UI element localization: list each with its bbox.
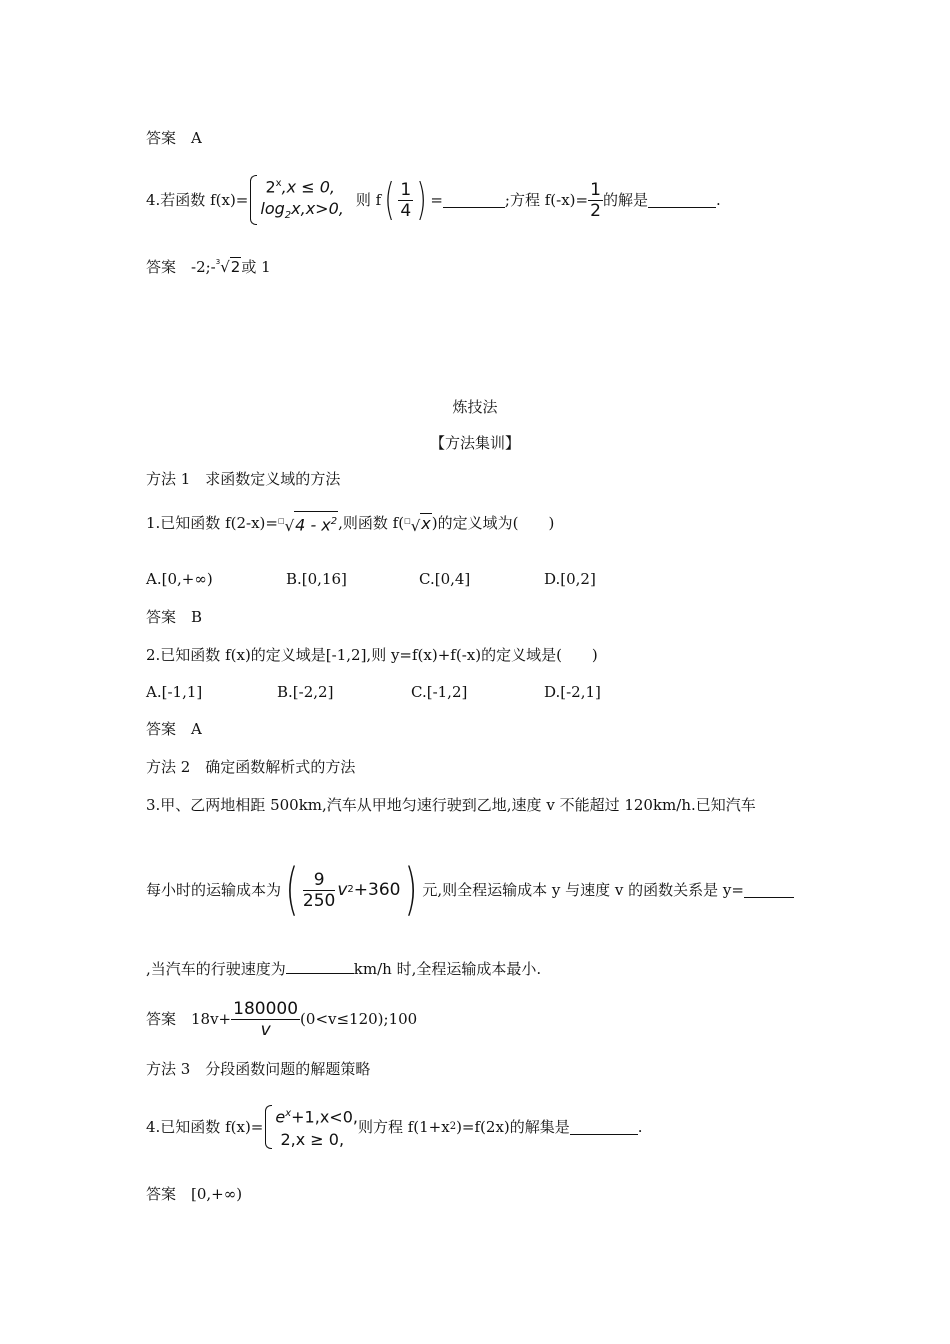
blank-5[interactable] bbox=[570, 1120, 638, 1135]
option-a[interactable]: A.[-1,1] bbox=[146, 683, 203, 701]
answer-q4-bottom: 答案 [0,+∞) bbox=[146, 1185, 243, 1203]
q3-frac: $\frac{9}{250}$ bbox=[302, 869, 336, 911]
method3-question-4: 4.已知函数 f(x)= $e^x+1,x<0$, 2,x ≥ 0, 则方程 f(1+x 2 )=f(2x)的解集是 . bbox=[146, 1100, 643, 1154]
answer-q4-top: 答案 -2;-$^3$√2或 1 bbox=[146, 258, 271, 276]
question-4-top: 4.若函数 f(x)= $2^x,x \le 0$, $\log_2x,x>0$, 则 f ( $\frac{1}{4}$ ) = ;方程 f(-x)= $\frac{1}{2}$ 的解是 . bbox=[146, 170, 721, 230]
method-3-heading: 方法 3 分段函数问题的解题策略 bbox=[146, 1060, 371, 1078]
blank-1[interactable] bbox=[443, 193, 505, 208]
method2-question-3-line1: 3.甲、乙两地相距 500km,汽车从甲地匀速行驶到乙地,速度 v 不能超过 120km/h.已知汽车 bbox=[146, 796, 756, 814]
blank-4[interactable] bbox=[286, 959, 354, 974]
blank-2[interactable] bbox=[648, 193, 716, 208]
method-2-heading: 方法 2 确定函数解析式的方法 bbox=[146, 758, 356, 776]
method2-question-3-line2: 每小时的运输成本为 ( $\frac{9}{250}$ v 2 +360 ) 元,则全程运输成本 y 与速度 v 的函数关系是 y= bbox=[146, 858, 794, 922]
option-b[interactable]: B.[0,16] bbox=[286, 570, 347, 588]
answer-q1: 答案 B bbox=[146, 608, 203, 626]
option-c[interactable]: C.[0,4] bbox=[419, 570, 471, 588]
answer-prev: 答案 A bbox=[146, 129, 202, 147]
method1-question-2: 2.已知函数 f(x)的定义域是[-1,2],则 y=f(x)+f(-x)的定义域是( ) bbox=[146, 646, 598, 664]
method1-question-1: 1.已知函数 f(2-x)= □√ $4 - x^2$ ,则函数 f( □√ x )的定义域为( ) bbox=[146, 505, 554, 541]
q4-piecewise-2: $e^x+1,x<0$, 2,x ≥ 0, bbox=[263, 1103, 358, 1150]
option-d[interactable]: D.[-2,1] bbox=[544, 683, 601, 701]
option-c[interactable]: C.[-1,2] bbox=[411, 683, 468, 701]
q4-frac-quarter: $\frac{1}{4}$ bbox=[400, 179, 412, 221]
blank-3[interactable] bbox=[744, 883, 794, 898]
section-subtitle: 【方法集训】 bbox=[429, 434, 520, 452]
option-b[interactable]: B.[-2,2] bbox=[277, 683, 334, 701]
answer-q2: 答案 A bbox=[146, 720, 202, 738]
section-title: 炼技法 bbox=[452, 398, 498, 416]
option-d[interactable]: D.[0,2] bbox=[544, 570, 596, 588]
q4-frac-half: $\frac{1}{2}$ bbox=[590, 179, 601, 221]
radical-icon: □√ bbox=[277, 516, 295, 535]
method-1-heading: 方法 1 求函数定义域的方法 bbox=[146, 470, 341, 488]
q4-piecewise: $2^x,x \le 0$, $\log_2x,x>0$, bbox=[248, 173, 343, 228]
answer-q3: 答案 18v+ $\frac{180000}{v}$ (0<v≤120);100 bbox=[146, 998, 418, 1040]
option-a[interactable]: A.[0,+∞) bbox=[146, 570, 213, 588]
answer-frac: $\frac{180000}{v}$ bbox=[233, 998, 299, 1040]
radical-icon: □√ bbox=[404, 516, 421, 535]
radical-icon: $^3$√ bbox=[215, 258, 230, 276]
method2-question-3-line3: ,当汽车的行驶速度为 km/h 时,全程运输成本最小. bbox=[146, 960, 542, 978]
q4-prefix: 4.若函数 f(x)= bbox=[146, 191, 249, 209]
